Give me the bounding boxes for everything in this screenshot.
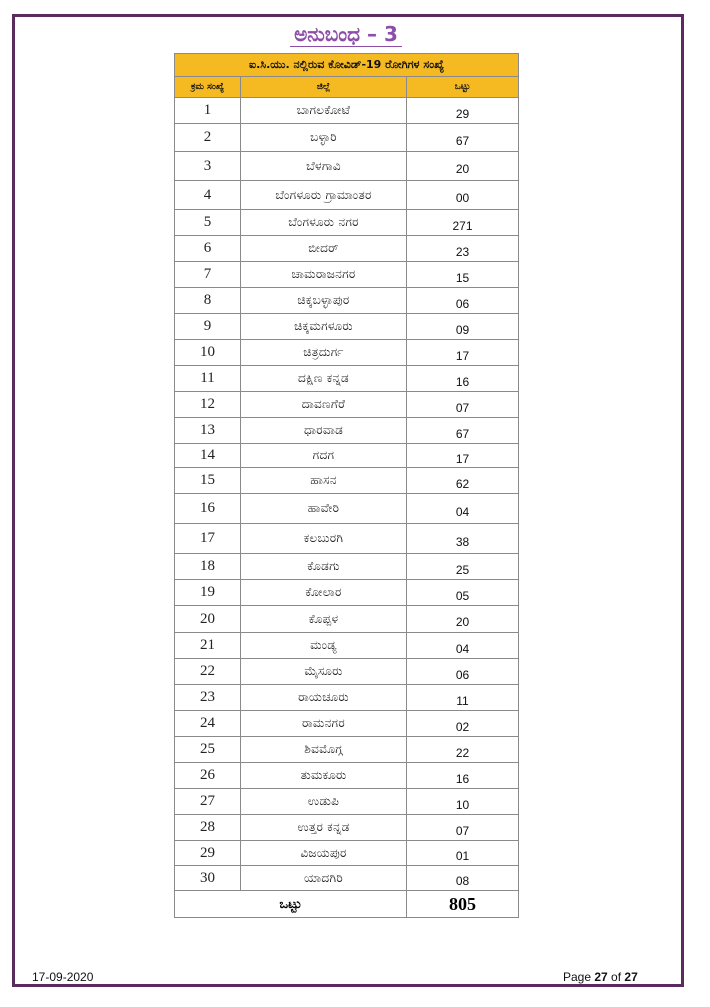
table-title: ಐ.ಸಿ.ಯು. ನಲ್ಲಿರುವ ಕೋವಿಡ್-19 ರೋಗಿಗಳ ಸಂಖ್ಯೆ: [175, 54, 519, 77]
icu-count: 04: [407, 633, 519, 659]
table-row: [175, 815, 519, 841]
table-row: [175, 789, 519, 815]
serial-number: 22: [175, 659, 241, 685]
footer-date: 17-09-2020: [32, 970, 94, 984]
district-name: ಉಡುಪಿ: [241, 789, 407, 815]
icu-count: 16: [407, 763, 519, 789]
total-row: [175, 891, 519, 918]
district-name: ಕೊಡಗು: [241, 554, 407, 580]
icu-count: 09: [407, 314, 519, 340]
serial-number: 26: [175, 763, 241, 789]
district-name: ತುಮಕೂರು: [241, 763, 407, 789]
serial-number: 17: [175, 524, 241, 554]
icu-count: 10: [407, 789, 519, 815]
serial-number: 16: [175, 494, 241, 524]
icu-count: 22: [407, 737, 519, 763]
district-name: ಬೀದರ್: [241, 236, 407, 262]
annex-title: [0, 22, 692, 46]
total-value: 805: [407, 891, 519, 918]
table-row: [175, 763, 519, 789]
icu-count: 05: [407, 580, 519, 606]
table-row: [175, 866, 519, 891]
icu-count: 67: [407, 418, 519, 444]
table-row: [175, 210, 519, 236]
table-row: [175, 494, 519, 524]
icu-count: 07: [407, 815, 519, 841]
icu-count: 67: [407, 124, 519, 152]
table-row: [175, 633, 519, 659]
table-row: [175, 418, 519, 444]
table-row: [175, 841, 519, 866]
table-row: [175, 288, 519, 314]
table-row: [175, 392, 519, 418]
icu-count: 29: [407, 98, 519, 124]
serial-number: 9: [175, 314, 241, 340]
table-row: [175, 524, 519, 554]
icu-count: 15: [407, 262, 519, 288]
district-name: ಚಿತ್ರದುರ್ಗ: [241, 340, 407, 366]
column-header-district: ಜಿಲ್ಲೆ: [241, 77, 407, 98]
district-name: ವಿಜಯಪುರ: [241, 841, 407, 866]
district-name: ಬೆಂಗಳೂರು ನಗರ: [241, 210, 407, 236]
column-header-total: ಒಟ್ಟು: [407, 77, 519, 98]
icu-count: 06: [407, 659, 519, 685]
table-row: [175, 711, 519, 737]
table-row: [175, 580, 519, 606]
table-row: [175, 554, 519, 580]
serial-number: 3: [175, 152, 241, 181]
serial-number: 20: [175, 606, 241, 633]
district-name: ಬಾಗಲಕೋಟೆ: [241, 98, 407, 124]
table-row: [175, 737, 519, 763]
district-name: ಶಿವಮೊಗ್ಗ: [241, 737, 407, 763]
table-row: [175, 606, 519, 633]
icu-count: 08: [407, 866, 519, 891]
table-row: [175, 152, 519, 181]
district-name: ಕೊಪ್ಪಳ: [241, 606, 407, 633]
table-row: [175, 98, 519, 124]
table-row: [175, 262, 519, 288]
icu-count: 17: [407, 444, 519, 468]
column-header-row: [175, 77, 519, 98]
icu-count: 02: [407, 711, 519, 737]
district-name: ಚಿಕ್ಕಬಳ್ಳಾಪುರ: [241, 288, 407, 314]
district-name: ಬಳ್ಳಾರಿ: [241, 124, 407, 152]
district-name: ಉತ್ತರ ಕನ್ನಡ: [241, 815, 407, 841]
serial-number: 1: [175, 98, 241, 124]
district-name: ಮೈಸೂರು: [241, 659, 407, 685]
icu-count: 04: [407, 494, 519, 524]
icu-count: 00: [407, 181, 519, 210]
table-row: [175, 314, 519, 340]
serial-number: 11: [175, 366, 241, 392]
serial-number: 7: [175, 262, 241, 288]
icu-count: 38: [407, 524, 519, 554]
serial-number: 2: [175, 124, 241, 152]
district-name: ಚಿಕ್ಕಮಗಳೂರು: [241, 314, 407, 340]
district-name: ಹಾಸನ: [241, 468, 407, 494]
icu-count: 01: [407, 841, 519, 866]
icu-count: 07: [407, 392, 519, 418]
district-name: ಹಾವೇರಿ: [241, 494, 407, 524]
table-row: [175, 181, 519, 210]
district-name: ರಾಮನಗರ: [241, 711, 407, 737]
table-row: [175, 236, 519, 262]
footer-page-number: Page 27 of 27: [563, 970, 638, 984]
district-name: ಗದಗ: [241, 444, 407, 468]
icu-count: 06: [407, 288, 519, 314]
district-name: ದಕ್ಷಿಣ ಕನ್ನಡ: [241, 366, 407, 392]
district-name: ಯಾದಗಿರಿ: [241, 866, 407, 891]
serial-number: 6: [175, 236, 241, 262]
table-row: [175, 124, 519, 152]
table-row: [175, 366, 519, 392]
serial-number: 30: [175, 866, 241, 891]
district-name: ದಾವಣಗೆರೆ: [241, 392, 407, 418]
serial-number: 12: [175, 392, 241, 418]
serial-number: 23: [175, 685, 241, 711]
serial-number: 10: [175, 340, 241, 366]
icu-count: 25: [407, 554, 519, 580]
serial-number: 29: [175, 841, 241, 866]
district-name: ರಾಯಚೂರು: [241, 685, 407, 711]
serial-number: 19: [175, 580, 241, 606]
district-name: ಬೆಂಗಳೂರು ಗ್ರಾಮಾಂತರ: [241, 181, 407, 210]
icu-count: 271: [407, 210, 519, 236]
serial-number: 25: [175, 737, 241, 763]
annex-title-text: ಅನುಬಂಧ – 3: [290, 22, 402, 47]
serial-number: 14: [175, 444, 241, 468]
district-name: ಬೆಳಗಾವಿ: [241, 152, 407, 181]
serial-number: 18: [175, 554, 241, 580]
table-row: [175, 685, 519, 711]
table-row: [175, 444, 519, 468]
icu-count: 62: [407, 468, 519, 494]
icu-count: 23: [407, 236, 519, 262]
district-name: ಕಲಬುರಗಿ: [241, 524, 407, 554]
icu-count: 16: [407, 366, 519, 392]
serial-number: 15: [175, 468, 241, 494]
table-row: [175, 468, 519, 494]
district-name: ಮಂಡ್ಯ: [241, 633, 407, 659]
icu-count: 17: [407, 340, 519, 366]
serial-number: 8: [175, 288, 241, 314]
icu-count: 11: [407, 685, 519, 711]
serial-number: 13: [175, 418, 241, 444]
district-name: ಚಾಮರಾಜನಗರ: [241, 262, 407, 288]
serial-number: 4: [175, 181, 241, 210]
serial-number: 24: [175, 711, 241, 737]
serial-number: 27: [175, 789, 241, 815]
serial-number: 28: [175, 815, 241, 841]
icu-count: 20: [407, 152, 519, 181]
district-name: ಕೋಲಾರ: [241, 580, 407, 606]
table-title-row: [175, 54, 519, 77]
total-label: ಒಟ್ಟು: [175, 891, 407, 918]
page-current: 27: [594, 970, 608, 984]
table-row: [175, 340, 519, 366]
serial-number: 5: [175, 210, 241, 236]
column-header-serial: ಕ್ರಮ ಸಂಖ್ಯೆ: [175, 77, 241, 98]
page-total: 27: [624, 970, 638, 984]
icu-count: 20: [407, 606, 519, 633]
serial-number: 21: [175, 633, 241, 659]
table-row: [175, 659, 519, 685]
icu-patients-table: [174, 53, 519, 918]
district-name: ಧಾರವಾಡ: [241, 418, 407, 444]
